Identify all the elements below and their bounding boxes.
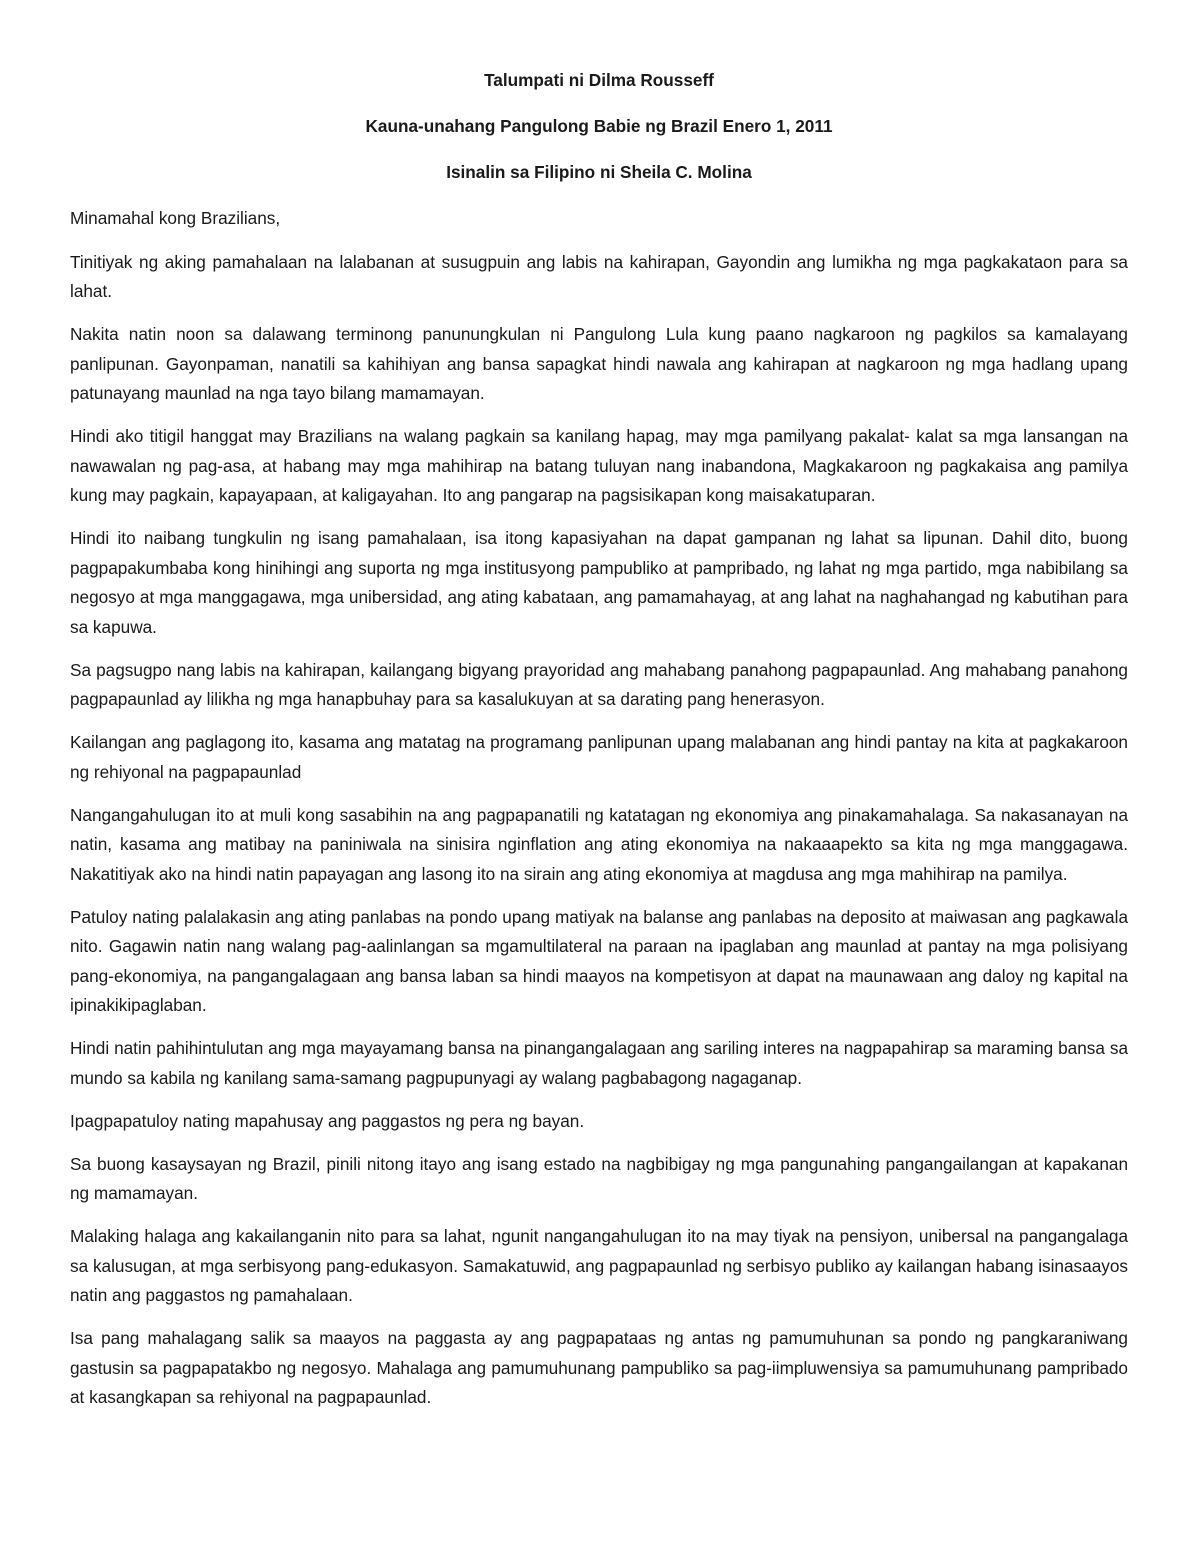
paragraph: Nangangahulugan ito at muli kong sasabihin na ang pagpapanatili ng katatagan ng ekonomiya ang pinakamahalaga. Sa nakasanayan na natin, kasama ang matibay na paniniwala na sinisira nginflation ang ating ekonomiya na nakaaapekto sa kita ng mga manggagawa. Nakatitiyak ako na hindi natin papayagan ang lasong ito na sirain ang ating ekonomiya at magdusa ang mga mahihirap na pamilya. [70,804,1128,884]
paragraph: Nakita natin noon sa dalawang terminong panunungkulan ni Pangulong Lula kung paano nagkaroon ng pagkilos sa kamalayang panlipunan. Gayonpaman, nanatili sa kahihiyan ang bansa sapagkat hindi nawala ang kahirapan at nagkaroon ng mga hadlang upang patunayang maunlad na nga tayo bilang mamamayan. [70,324,1128,403]
paragraph: Ipagpapatuloy nating mapahusay ang paggastos ng pera ng bayan. [70,1110,585,1131]
paragraph: Isa pang mahalagang salik sa maayos na paggasta ay ang pagpapataas ng antas ng pamumuhunan sa pondo ng pangkaraniwang gastusin sa pagpapatakbo ng negosyo. Mahalaga ang pamumuhunang pampubliko sa pag-iimpluwensiya sa pamumuhunang pampribado at kasangkapan sa rehiyonal na pagpapaunlad. [70,1328,1128,1407]
document-subtitle: Kauna-unahang Pangulong Babie ng Brazil Enero 1, 2011 [365,116,833,136]
document-page [70,66,1128,1426]
paragraph: Patuloy nating palalakasin ang ating panlabas na pondo upang matiyak na balanse ang panlabas na deposito at maiwasan ang pagkawala nito. Gagawin natin nang walang pag-aalinlangan sa mgamultilateral na paraan na ipaglaban ang maunlad at pantay na mga polisiyang pang-ekonomiya, na pangangalagaan ang bansa laban sa hindi maayos na kompetisyon at dapat na maunawaan ang daloy ng kapital na ipinakikipaglaban. [70,906,1128,1015]
greeting: Minamahal kong Brazilians, [70,208,281,228]
translator-credit: Isinalin sa Filipino ni Sheila C. Molina [446,162,752,182]
paragraph: Hindi ito naibang tungkulin ng isang pamahalaan, isa itong kapasiyahan na dapat gampanan ng lahat sa lipunan. Dahil dito, buong pagpapakumbaba kong hinihingi ang suporta ng mga institusyong pampubliko at pampribado, ng lahat ng mga partido, mga nabibilang sa negosyo at mga manggagawa, mga unibersidad, ang ating kabataan, ang pamamahayag, at ang lahat na naghahangad ng kabutihan para sa kapuwa. [70,528,1128,637]
document-title: Talumpati ni Dilma Rousseff [484,70,714,90]
paragraph: Hindi ako titigil hanggat may Brazilians na walang pagkain sa kanilang hapag, may mga pamilyang pakalat- kalat sa mga lansangan na nawawalan ng pag-asa, at habang may mga mahihirap na batang tuluyan nang inabandona, Magkakaroon ng pagkakaisa ang pamilya kung may pagkain, kapayapaan, at kaligayahan. Ito ang pangarap na pagsisikapan kong maisakatuparan. [70,426,1128,505]
paragraph: Tinitiyak ng aking pamahalaan na lalabanan at susugpuin ang labis na kahirapan, Gayondin ang lumikha ng mga pagkakataon para sa lahat. [70,251,1128,301]
paragraph: Hindi natin pahihintulutan ang mga mayayamang bansa na pinangangalagaan ang sariling interes na nagpapahirap sa maraming bansa sa mundo sa kabila ng kanilang sama-samang pagpupunyagi ay walang pagbabagong nagaganap. [70,1038,1128,1088]
paragraph: Malaking halaga ang kakailanganin nito para sa lahat, ngunit nangangahulugan ito na may tiyak na pensiyon, unibersal na pangangalaga sa kalusugan, at mga serbisyong pang-edukasyon. Samakatuwid, ang pagpapaunlad ng serbisyo publiko ay kailangan habang isinasaayos natin ang paggastos ng pamahalaan. [70,1226,1128,1305]
paragraph: Sa buong kasaysayan ng Brazil, pinili nitong itayo ang isang estado na nagbibigay ng mga pangunahing pangangailangan at kapakanan ng mamamayan. [70,1153,1128,1203]
paragraph: Sa pagsugpo nang labis na kahirapan, kailangang bigyang prayoridad ang mahabang panahong pagpapaunlad. Ang mahabang panahong pagpapaunlad ay lilikha ng mga hanapbuhay para sa kasalukuyan at sa darating pang henerasyon. [70,659,1128,709]
paragraph: Kailangan ang paglagong ito, kasama ang matatag na programang panlipunan upang malabanan ang hindi pantay na kita at pagkakaroon ng rehiyonal na pagpapaunlad [70,732,1128,782]
